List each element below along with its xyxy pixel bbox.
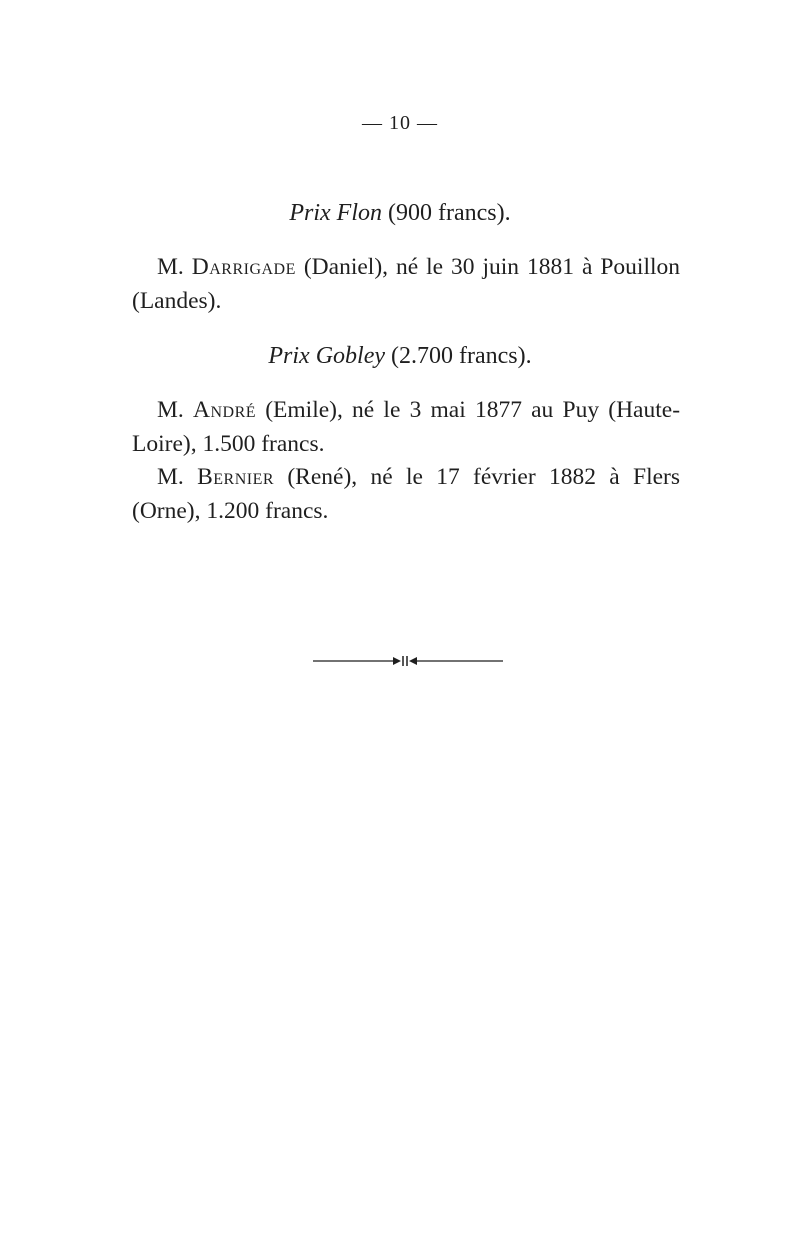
laureate-title: M.	[157, 254, 184, 280]
laureate-surname: Bernier	[197, 464, 275, 490]
laureate-surname: Darrigade	[191, 254, 296, 280]
laureate-paragraph	[132, 460, 680, 528]
laureate-surname: André	[192, 397, 257, 423]
page-number: — 10 —	[362, 112, 438, 134]
prize-heading-flon	[0, 200, 800, 227]
prize-name: Prix Gobley	[268, 343, 385, 369]
prize-heading-gobley	[0, 343, 800, 370]
laureate-title: M.	[157, 464, 184, 490]
ornament-left-arrow	[393, 657, 401, 665]
prize-amount: (900 francs).	[388, 200, 511, 226]
laureate-details: (Emile), né le 3 mai 1877 au Puy (Haute-Loire), 1.500 francs.	[132, 397, 681, 457]
ornament-right-arrow	[409, 657, 417, 665]
laureate-paragraph	[132, 393, 680, 461]
laureate-paragraph	[132, 250, 680, 318]
laureate-details: (René), né le 17 février 1882 à Flers (Orne), 1.200 francs.	[132, 464, 681, 524]
section-end-ornament	[313, 651, 503, 671]
laureate-entry-andre	[132, 393, 680, 461]
laureate-details: (Daniel), né le 30 juin 1881 à Pouillon (Landes).	[132, 254, 681, 314]
prize-name: Prix Flon	[289, 200, 383, 226]
laureate-entry-bernier	[132, 460, 680, 528]
laureate-title: M.	[157, 397, 184, 423]
prize-amount: (2.700 francs).	[391, 343, 532, 369]
laureate-entry-darrigade	[132, 250, 680, 318]
